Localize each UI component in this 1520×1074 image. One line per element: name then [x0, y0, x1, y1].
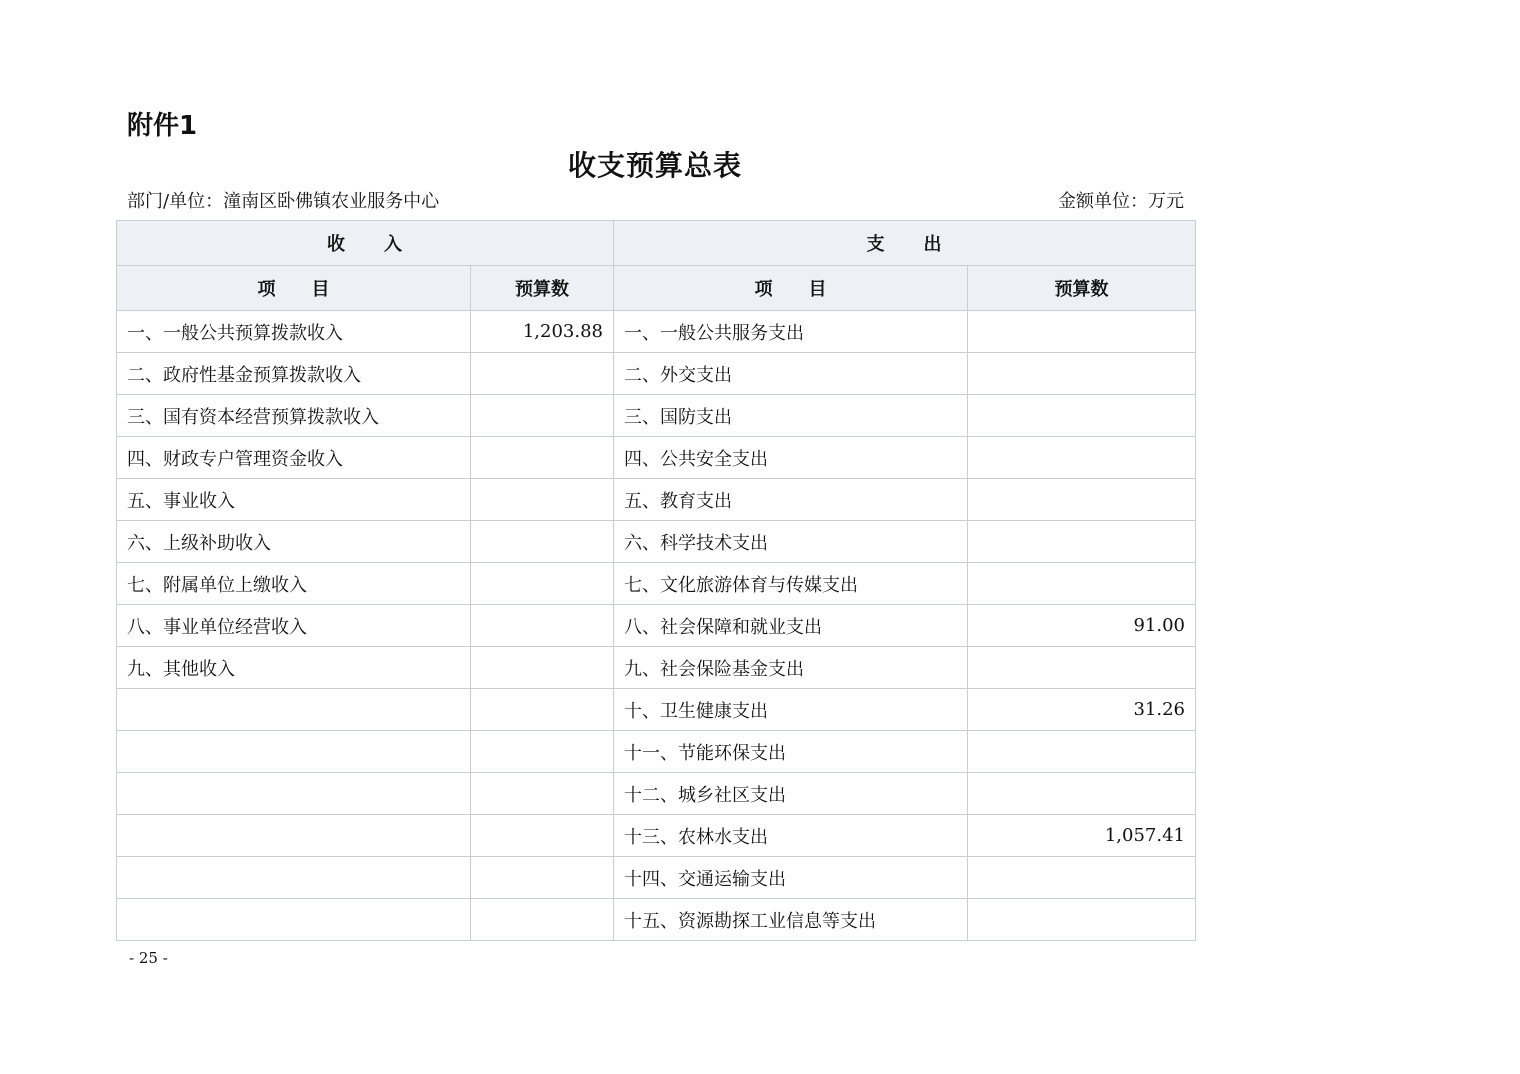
income-item-cell: [117, 899, 471, 941]
expense-item-cell: 八、社会保障和就业支出: [614, 605, 968, 647]
expense-amount-cell: [968, 479, 1196, 521]
expense-amount-cell: 91.00: [968, 605, 1196, 647]
table-row: [117, 773, 1196, 815]
expense-item-cell: 三、国防支出: [614, 395, 968, 437]
income-item-cell: 一、一般公共预算拨款收入: [117, 311, 471, 353]
table-row: [117, 479, 1196, 521]
expense-amount-cell: [968, 773, 1196, 815]
table-row: [117, 521, 1196, 563]
expense-amount-cell: [968, 521, 1196, 563]
expense-amount-cell: 31.26: [968, 689, 1196, 731]
department-label: 部门/单位：潼南区卧佛镇农业服务中心: [127, 191, 440, 212]
income-amount-cell: [471, 815, 614, 857]
attachment-label: 附件1: [127, 111, 198, 141]
expense-item-cell: 一、一般公共服务支出: [614, 311, 968, 353]
table-row: [117, 689, 1196, 731]
expense-amount-cell: [968, 395, 1196, 437]
income-item-cell: [117, 689, 471, 731]
expense-item-cell: 二、外交支出: [614, 353, 968, 395]
income-item-cell: [117, 857, 471, 899]
expense-item-cell: 五、教育支出: [614, 479, 968, 521]
table-body: [117, 311, 1196, 941]
table-row: [117, 395, 1196, 437]
income-item-cell: [117, 773, 471, 815]
income-budget-header: 预算数: [471, 266, 614, 311]
expense-amount-cell: [968, 437, 1196, 479]
page-title: 收支预算总表: [567, 149, 742, 182]
table-row: [117, 647, 1196, 689]
income-item-cell: [117, 815, 471, 857]
expense-item-cell: 十四、交通运输支出: [614, 857, 968, 899]
expense-amount-cell: [968, 731, 1196, 773]
table-row: [117, 563, 1196, 605]
expense-amount-cell: [968, 311, 1196, 353]
income-header: 收 入: [117, 221, 614, 266]
expense-item-cell: 十三、农林水支出: [614, 815, 968, 857]
income-item-cell: 三、国有资本经营预算拨款收入: [117, 395, 471, 437]
income-amount-cell: [471, 647, 614, 689]
income-amount-cell: [471, 899, 614, 941]
income-amount-cell: 1,203.88: [471, 311, 614, 353]
income-item-cell: 六、上级补助收入: [117, 521, 471, 563]
expense-item-cell: 四、公共安全支出: [614, 437, 968, 479]
income-amount-cell: [471, 479, 614, 521]
expense-item-header: 项 目: [614, 266, 968, 311]
table-row: [117, 605, 1196, 647]
income-amount-cell: [471, 437, 614, 479]
income-amount-cell: [471, 353, 614, 395]
expense-item-cell: 六、科学技术支出: [614, 521, 968, 563]
income-amount-cell: [471, 395, 614, 437]
table-row: [117, 857, 1196, 899]
expense-item-cell: 十五、资源勘探工业信息等支出: [614, 899, 968, 941]
table-row: [117, 437, 1196, 479]
expense-header: 支 出: [614, 221, 1196, 266]
income-item-cell: 二、政府性基金预算拨款收入: [117, 353, 471, 395]
expense-amount-cell: [968, 857, 1196, 899]
expense-amount-cell: 1,057.41: [968, 815, 1196, 857]
income-item-cell: 五、事业收入: [117, 479, 471, 521]
income-item-cell: 八、事业单位经营收入: [117, 605, 471, 647]
expense-item-cell: 九、社会保险基金支出: [614, 647, 968, 689]
income-amount-cell: [471, 563, 614, 605]
table-row: [117, 899, 1196, 941]
table-row: [117, 353, 1196, 395]
table-row: [117, 815, 1196, 857]
budget-table: [116, 220, 1196, 941]
page-number: - 25 -: [129, 949, 168, 967]
expense-amount-cell: [968, 899, 1196, 941]
income-item-cell: [117, 731, 471, 773]
amount-unit-label: 金额单位：万元: [1058, 191, 1184, 212]
income-amount-cell: [471, 773, 614, 815]
expense-amount-cell: [968, 647, 1196, 689]
income-amount-cell: [471, 857, 614, 899]
income-item-cell: 七、附属单位上缴收入: [117, 563, 471, 605]
expense-item-cell: 十二、城乡社区支出: [614, 773, 968, 815]
income-item-cell: 四、财政专户管理资金收入: [117, 437, 471, 479]
expense-budget-header: 预算数: [968, 266, 1196, 311]
income-amount-cell: [471, 521, 614, 563]
income-item-cell: 九、其他收入: [117, 647, 471, 689]
table-row: [117, 731, 1196, 773]
income-amount-cell: [471, 689, 614, 731]
expense-item-cell: 十、卫生健康支出: [614, 689, 968, 731]
income-amount-cell: [471, 605, 614, 647]
expense-item-cell: 十一、节能环保支出: [614, 731, 968, 773]
income-amount-cell: [471, 731, 614, 773]
income-item-header: 项 目: [117, 266, 471, 311]
expense-amount-cell: [968, 563, 1196, 605]
expense-item-cell: 七、文化旅游体育与传媒支出: [614, 563, 968, 605]
expense-amount-cell: [968, 353, 1196, 395]
table-row: [117, 311, 1196, 353]
